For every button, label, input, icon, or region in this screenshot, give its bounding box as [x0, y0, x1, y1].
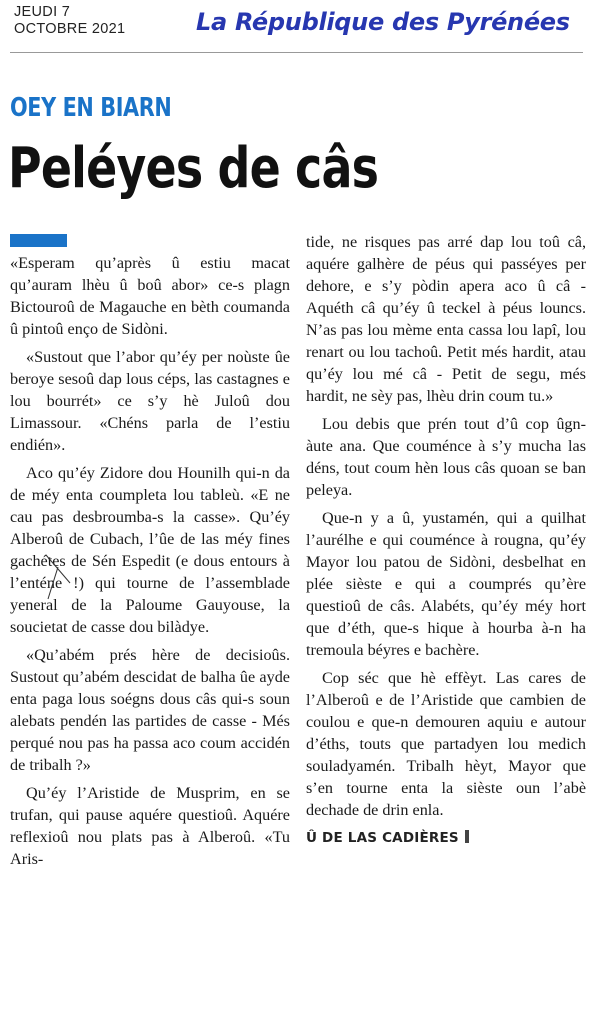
signature-text: Û DE LAS CADIÈRES — [306, 830, 459, 846]
accent-bar — [10, 234, 67, 247]
newspaper-masthead: La République des Pyrénées — [196, 8, 570, 36]
section-rubric: OEY EN BIARN — [10, 93, 172, 123]
issue-date — [14, 4, 125, 38]
date-month-year: OCTOBRE 2021 — [14, 21, 126, 37]
page-header — [0, 0, 593, 52]
paragraph: «Sustout que l’abor qu’éy per noùste ûe beroye sesoû dap lous céps, las castagnes e lou bourrét» ce s’y hè Juloû dou Limassour. «Chéns parla de l’estiu endién». — [10, 348, 290, 454]
paragraph: Qu’éy l’Aristide de Musprim, en se trufan, qui pause aquére questioû. Aquére reflexioû nou plats pas à Alberoû. «Tu Aris- — [10, 784, 290, 868]
article-headline: Peléyes de câs — [8, 136, 379, 201]
article-column-right — [306, 231, 586, 849]
author-signature — [306, 827, 586, 849]
header-divider — [10, 52, 583, 53]
date-weekday: JEUDI 7 — [14, 4, 71, 20]
paragraph: Lou debis que prén tout d’û cop ûgn-àute ana. Que couménce à s’y mucha las déns, tout coum hèn lous câs quoan se ban peleya. — [306, 415, 586, 499]
paragraph: Aco qu’éy Zidore dou Hounilh qui-n da de méy enta coumpleta lou tableù. «E ne cau pas desbroumba-s la casse». Qu’éy Alberoû de Cubach, l’ûe de las méy fines gachétes de Sén Espedit (e dous entours à l’enténe !) qui tourne de l’assemblade yeneral de la Paloume Gauyouse, la soucietat de casse dou bilàdye. — [10, 464, 290, 636]
paragraph: «Qu’abém prés hère de decisioûs. Sustout qu’abém descidat de balha ûe ayde enta paga lous soégns dous câs qui-s soun alebats pendén las partides de casse - Més perqué nou pas ha passa aco coum accidén de tribalh ?» — [10, 646, 290, 774]
paragraph: «Esperam qu’après û estiu macat qu’auram lhèu û boû abor» ce-s plagn Bictouroû de Magauche en bèth coumanda û pintoû enço de Sidòni. — [10, 254, 290, 338]
pen-stroke-mark — [44, 553, 74, 601]
paragraph: tide, ne risques pas arré dap lou toû câ, aquére galhère de péus qui passéyes per dehore, e s’y pòdin apera aco û câ - Aquéth câ qu’éy û teckel à péus louncs. N’as pas lou mème enta cassa lou lapî, lou renart ou lou tachoû. Petit més hardit, atau qu’éy lou mé câ - Petit de segu, més hardit, ne sèy pas, lhèu drin coum tu.» — [306, 233, 586, 405]
end-mark — [465, 830, 469, 843]
paragraph: Que-n y a û, yustamén, qui a quilhat l’aurélhe e qui couménce à rougna, qu’éy Mayor lou patou de Sidòni, desbelhat en plée sièste e qui a coumprés qu’ère questioû de câs. Alabéts, qu’éy méy hort que d’éth, que-s hique à hourba à-n ha tremoula béyres e bachère. — [306, 509, 586, 659]
paragraph: Cop séc que hè effèyt. Las cares de l’Alberoû e de l’Aristide que cambien de coulou e que-n demouren aquiu e autour d’éths, touts que partadyen lou medich souladyamén. Tribalh hèyt, Mayor que s’en tourne enta la sièste oun l’abè dechade de drin enla. — [306, 669, 586, 819]
